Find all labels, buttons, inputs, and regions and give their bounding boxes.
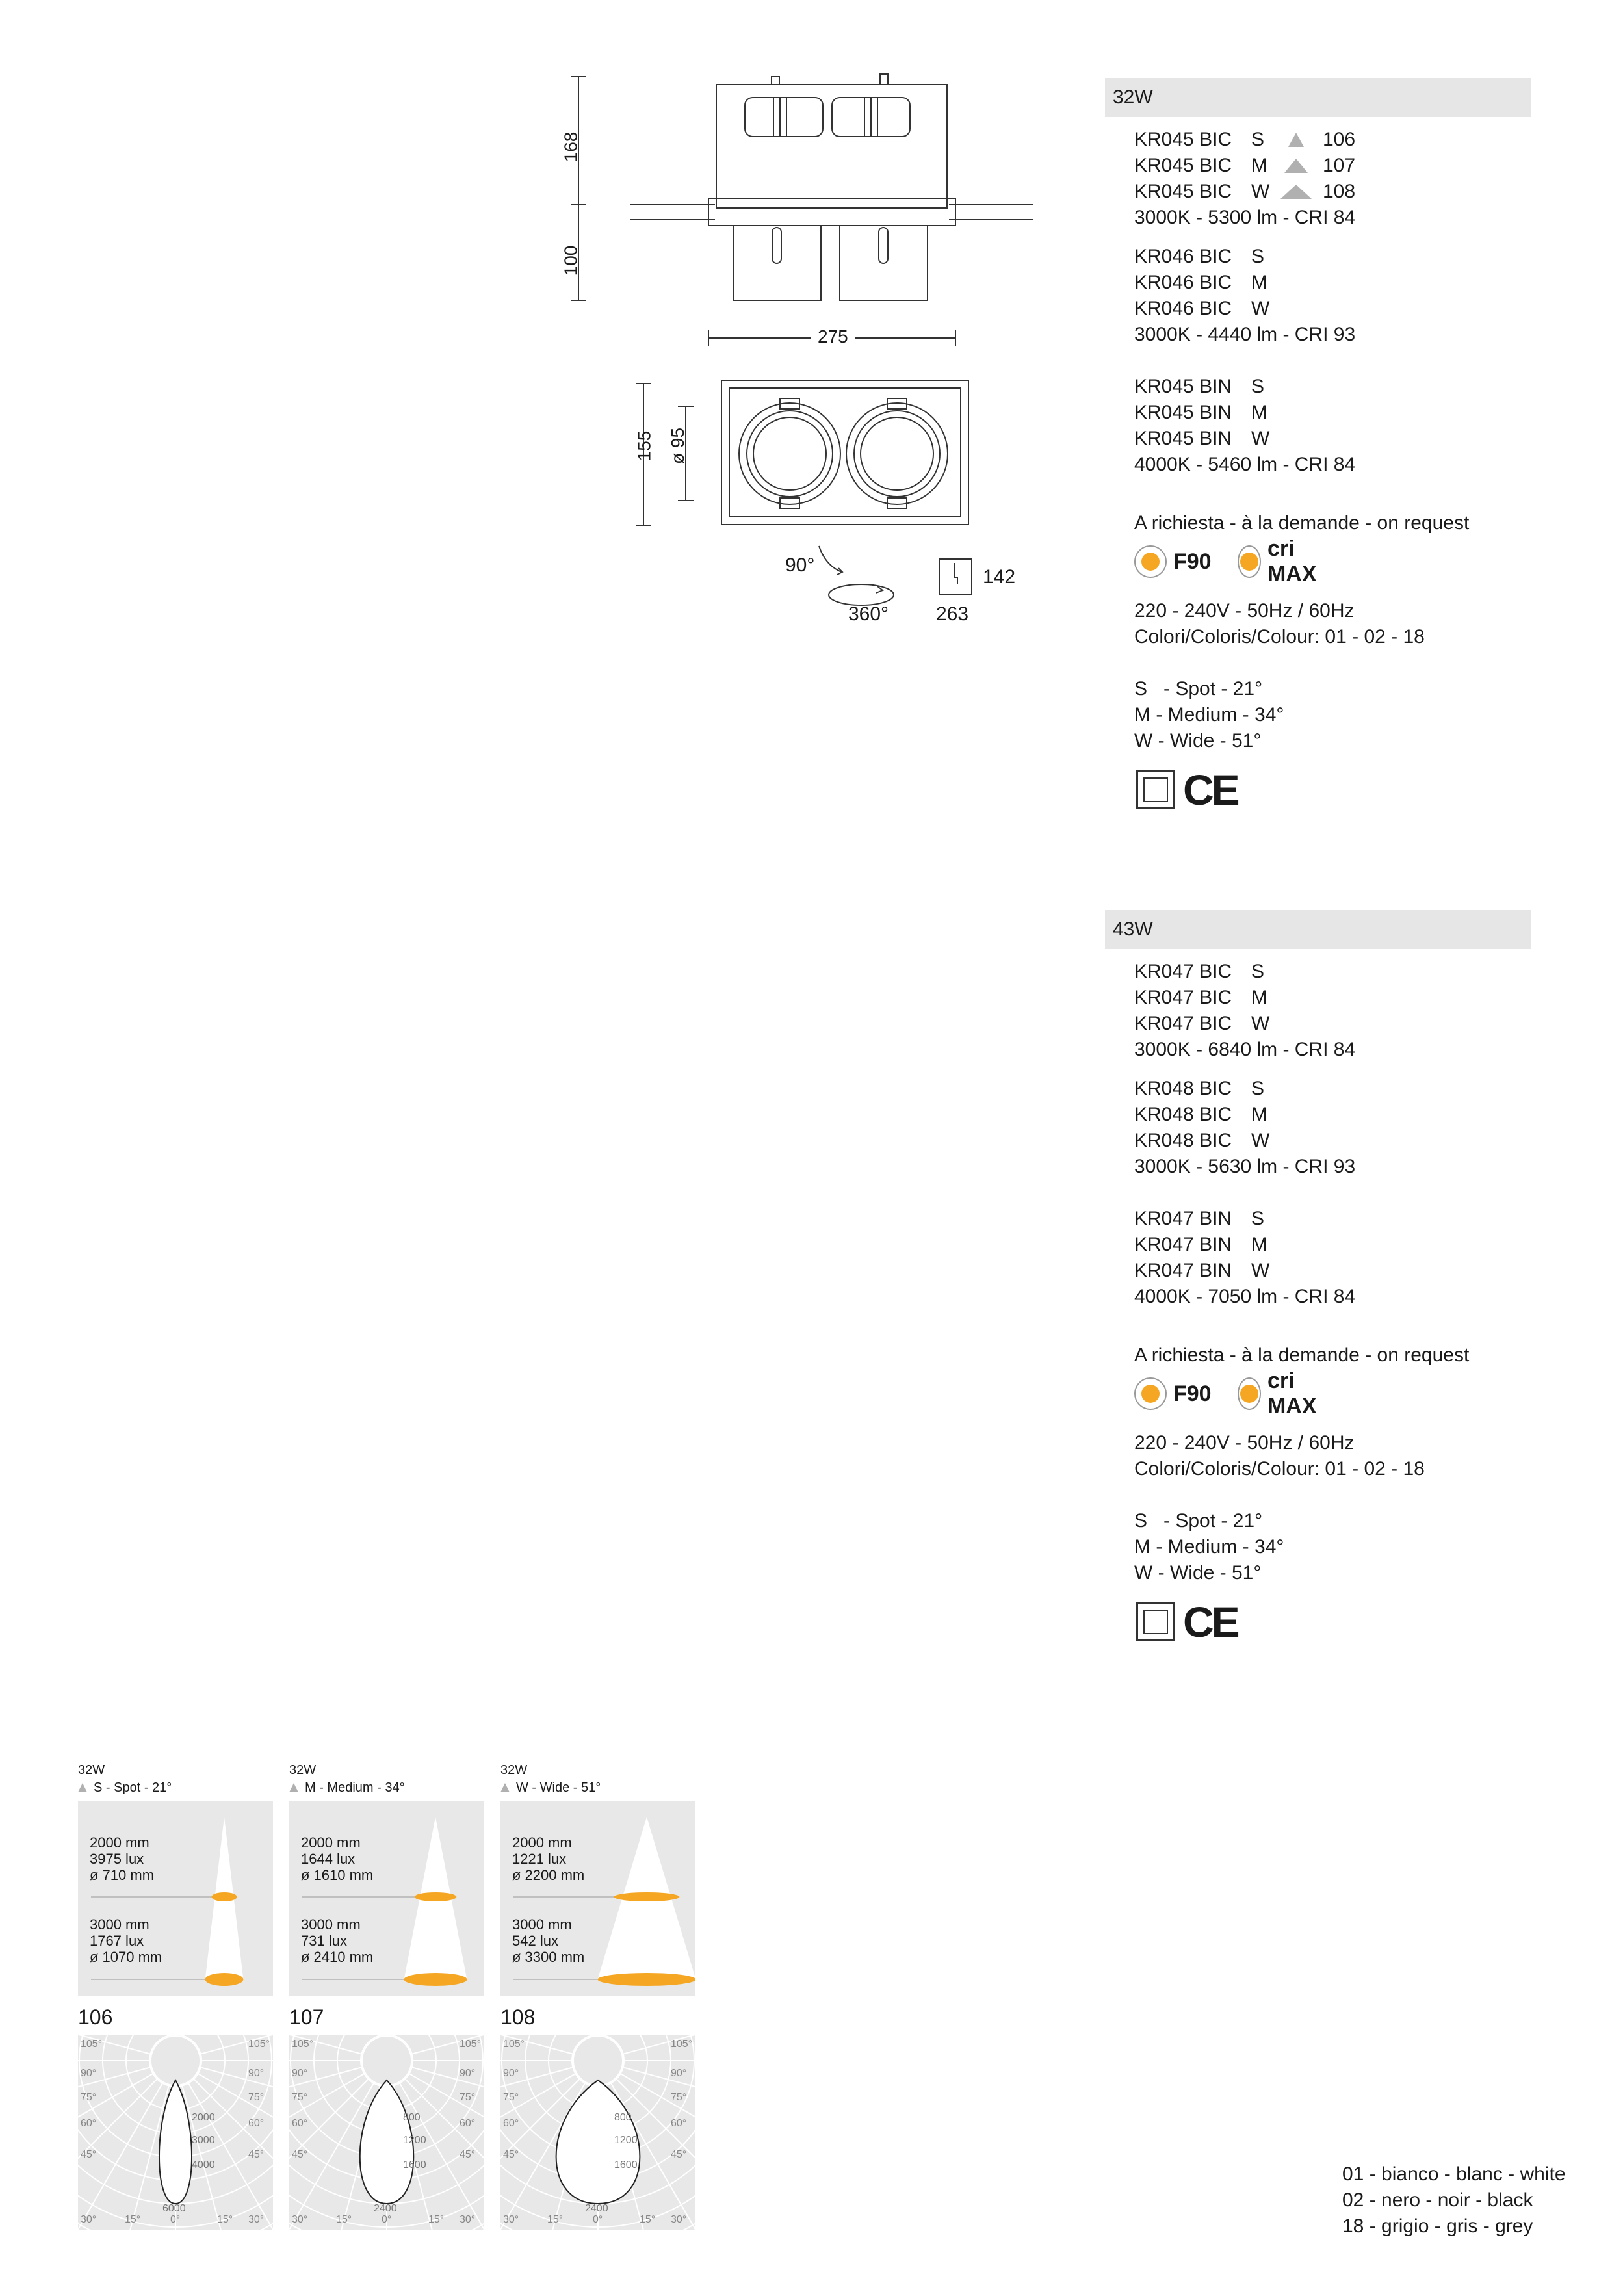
cone-label: ø 1070 mm xyxy=(90,1949,162,1965)
cone-label: ø 2410 mm xyxy=(301,1949,374,1965)
cutout-icon xyxy=(938,558,974,597)
cone-label: ø 2200 mm xyxy=(512,1867,585,1883)
polar-angle: 30° xyxy=(503,2214,519,2225)
panel-beam-label: W - Wide - 51° xyxy=(516,1781,601,1795)
class2-icon xyxy=(1136,1602,1175,1641)
beam-cone-diagram xyxy=(289,1801,484,1996)
colours: Colori/Coloris/Colour: 01 - 02 - 18 xyxy=(1134,626,1425,647)
product-row xyxy=(1134,1076,1277,1102)
product-code: KR048 BIC xyxy=(1134,1130,1232,1151)
power-label: 32W xyxy=(1113,86,1153,108)
dim-275: 275 xyxy=(811,326,855,347)
polar-value: 4000 xyxy=(192,2159,215,2171)
panel-beam xyxy=(78,1779,172,1796)
beam-triangle-icon xyxy=(1284,159,1308,173)
option-dot-icon xyxy=(1238,1377,1261,1410)
spec-line: 3000K - 5300 lm - CRI 84 xyxy=(1134,207,1356,228)
polar-angle: 90° xyxy=(503,2068,519,2079)
beam-legend: M - Medium - 34° xyxy=(1134,704,1284,725)
cone-label: ø 3300 mm xyxy=(512,1949,585,1965)
beam-triangle-icon xyxy=(289,1783,298,1792)
power-bar xyxy=(1105,78,1531,117)
polar-value: 2400 xyxy=(374,2203,397,2214)
product-row xyxy=(1134,426,1277,452)
polar-angle: 15° xyxy=(217,2214,233,2225)
polar-angle: 60° xyxy=(503,2118,519,2129)
ref-wrap xyxy=(1277,185,1323,199)
option-dot-icon xyxy=(1134,545,1167,578)
cone-label: 3975 lux xyxy=(90,1851,144,1867)
on-request-label: A richiesta - à la demande - on request xyxy=(1134,1344,1470,1366)
dot-fill xyxy=(1240,1385,1258,1403)
product-row xyxy=(1134,374,1277,400)
cutout-width: 263 xyxy=(936,603,969,625)
product-code: KR046 BIC xyxy=(1134,298,1232,319)
polar-angle: 30° xyxy=(248,2214,265,2225)
polar-angle: 45° xyxy=(671,2149,687,2160)
product-row xyxy=(1134,1102,1277,1128)
panel-ref: 108 xyxy=(500,2005,536,2029)
polar-angle: 90° xyxy=(460,2068,476,2079)
options-row xyxy=(1134,1368,1325,1419)
polar-angle: 90° xyxy=(671,2068,687,2079)
product-row xyxy=(1134,1232,1277,1258)
light-spot-3000 xyxy=(404,1973,467,1986)
polar-angle: 105° xyxy=(503,2039,525,2050)
polar-angle: 15° xyxy=(547,2214,564,2225)
beam-type: W xyxy=(1251,1260,1270,1281)
product-code: KR047 BIN xyxy=(1134,1260,1232,1281)
polar-angle: 30° xyxy=(671,2214,687,2225)
cutout-height: 142 xyxy=(983,566,1016,588)
polar-value: 3000 xyxy=(192,2135,215,2146)
product-row xyxy=(1134,127,1355,153)
polar-angle: 0° xyxy=(593,2214,603,2225)
polar-value: 1200 xyxy=(403,2135,426,2146)
polar-angle: 45° xyxy=(503,2149,519,2160)
beam-type: S xyxy=(1251,376,1265,397)
product-code: KR045 BIC xyxy=(1134,181,1232,202)
tilt-label: 90° xyxy=(785,554,815,576)
side-view-drawing xyxy=(559,65,1053,351)
ce-mark-icon: CE xyxy=(1183,1598,1238,1646)
spec-line: 3000K - 4440 lm - CRI 93 xyxy=(1134,324,1356,345)
colours: Colori/Coloris/Colour: 01 - 02 - 18 xyxy=(1134,1458,1425,1480)
product-row xyxy=(1134,153,1355,179)
dot-fill xyxy=(1141,553,1160,571)
polar-angle: 15° xyxy=(640,2214,656,2225)
beam-legend: M - Medium - 34° xyxy=(1134,1536,1284,1558)
legend-item: 18 - grigio - gris - grey xyxy=(1342,2215,1533,2237)
polar-angle: 0° xyxy=(382,2214,392,2225)
cone-label: 2000 mm xyxy=(512,1834,572,1851)
spec-line: 3000K - 5630 lm - CRI 93 xyxy=(1134,1156,1356,1177)
product-row xyxy=(1134,270,1277,296)
product-code: KR045 BIN xyxy=(1134,428,1232,449)
beam-type: M xyxy=(1251,272,1267,293)
panel-power: 32W xyxy=(78,1763,105,1777)
beam-type: M xyxy=(1251,987,1267,1008)
dot-fill xyxy=(1240,553,1258,571)
light-spot-2000 xyxy=(211,1892,237,1901)
beam-type: S xyxy=(1251,1208,1265,1229)
polar-angle: 105° xyxy=(81,2039,103,2050)
option-badge xyxy=(1238,1368,1326,1419)
class2-inner xyxy=(1143,777,1168,802)
light-spot-2000 xyxy=(415,1892,457,1901)
product-code: KR046 BIC xyxy=(1134,272,1232,293)
product-row xyxy=(1134,1206,1277,1232)
beam-legend: S - Spot - 21° xyxy=(1134,678,1263,699)
product-code: KR045 BIC xyxy=(1134,129,1232,150)
polar-angle: 75° xyxy=(671,2092,687,2103)
product-row xyxy=(1134,179,1355,205)
polar-angle: 60° xyxy=(671,2118,687,2129)
beam-triangle-icon xyxy=(78,1783,87,1792)
polar-angle: 105° xyxy=(671,2039,693,2050)
polar-value: 800 xyxy=(403,2112,421,2123)
spec-line: 4000K - 7050 lm - CRI 84 xyxy=(1134,1286,1356,1307)
beam-triangle-icon xyxy=(500,1783,510,1792)
product-code: KR047 BIC xyxy=(1134,987,1232,1008)
on-request-label: A richiesta - à la demande - on request xyxy=(1134,512,1470,534)
product-row xyxy=(1134,400,1277,426)
product-code: KR047 BIC xyxy=(1134,961,1232,982)
polar-angle: 30° xyxy=(81,2214,97,2225)
product-code: KR047 BIC xyxy=(1134,1013,1232,1034)
panel-beam xyxy=(500,1779,601,1796)
beam-cone-diagram xyxy=(78,1801,273,1996)
ce-mark-icon: CE xyxy=(1183,766,1238,814)
option-dot-icon xyxy=(1238,545,1261,578)
polar-angle: 60° xyxy=(292,2118,308,2129)
spec-line: 4000K - 5460 lm - CRI 84 xyxy=(1134,454,1356,475)
cone-label: 3000 mm xyxy=(301,1916,361,1933)
cone-background xyxy=(78,1801,273,1996)
polar-angle: 45° xyxy=(460,2149,476,2160)
cone-label: 3000 mm xyxy=(90,1916,149,1933)
dim-155: 155 xyxy=(634,430,655,462)
product-row xyxy=(1134,1258,1277,1284)
photometry-ref: 106 xyxy=(1323,129,1356,150)
polar-angle: 75° xyxy=(248,2092,265,2103)
cone-label: ø 710 mm xyxy=(90,1867,155,1883)
option-label: F90 xyxy=(1173,1381,1212,1406)
beam-type: S xyxy=(1251,246,1265,267)
voltage: 220 - 240V - 50Hz / 60Hz xyxy=(1134,1432,1355,1454)
polar-angle: 60° xyxy=(460,2118,476,2129)
product-row xyxy=(1134,985,1277,1011)
polar-angle: 75° xyxy=(503,2092,519,2103)
polar-center xyxy=(573,2036,623,2085)
polar-angle: 15° xyxy=(336,2214,352,2225)
options-row xyxy=(1134,536,1325,587)
polar-angle: 0° xyxy=(170,2214,181,2225)
colour-legend xyxy=(1342,2161,1566,2239)
beam-type: S xyxy=(1251,1078,1265,1099)
cone-label: 731 lux xyxy=(301,1933,347,1949)
beam-type: W xyxy=(1251,181,1270,202)
photometry-ref: 108 xyxy=(1323,181,1356,202)
beam-type: M xyxy=(1251,155,1267,176)
polar-angle: 15° xyxy=(428,2214,445,2225)
cone-label: 542 lux xyxy=(512,1933,558,1949)
option-badge xyxy=(1134,1368,1212,1419)
class2-icon xyxy=(1136,770,1175,809)
panel-power: 32W xyxy=(500,1763,528,1777)
polar-angle: 30° xyxy=(292,2214,308,2225)
beam-type: W xyxy=(1251,428,1270,449)
beam-type: S xyxy=(1251,129,1265,150)
dim-168: 168 xyxy=(560,131,581,163)
ref-wrap xyxy=(1277,159,1323,173)
polar-angle: 60° xyxy=(248,2118,265,2129)
cone-label: 2000 mm xyxy=(90,1834,149,1851)
product-row xyxy=(1134,1011,1277,1037)
certifications xyxy=(1136,1598,1238,1646)
photometry-ref: 107 xyxy=(1323,155,1356,176)
light-spot-3000 xyxy=(205,1973,244,1986)
panel-beam-label: M - Medium - 34° xyxy=(305,1781,405,1795)
option-label: F90 xyxy=(1173,549,1212,574)
product-row xyxy=(1134,244,1277,270)
product-code: KR048 BIC xyxy=(1134,1104,1232,1125)
light-spot-3000 xyxy=(597,1973,695,1986)
product-code: KR046 BIC xyxy=(1134,246,1232,267)
polar-angle: 90° xyxy=(292,2068,308,2079)
product-code: KR047 BIN xyxy=(1134,1208,1232,1229)
polar-angle: 75° xyxy=(460,2092,476,2103)
polar-angle: 30° xyxy=(460,2214,476,2225)
polar-angle: 90° xyxy=(248,2068,265,2079)
power-bar xyxy=(1105,910,1531,949)
spec-line: 3000K - 6840 lm - CRI 84 xyxy=(1134,1039,1356,1060)
beam-type: W xyxy=(1251,1013,1270,1034)
polar-value: 6000 xyxy=(162,2203,186,2214)
product-row xyxy=(1134,1128,1277,1154)
option-dot-icon xyxy=(1134,1377,1167,1410)
cone-label: ø 1610 mm xyxy=(301,1867,374,1883)
beam-legend: S - Spot - 21° xyxy=(1134,1510,1263,1532)
polar-center xyxy=(362,2036,411,2085)
polar-value: 2000 xyxy=(192,2112,215,2123)
panel-power: 32W xyxy=(289,1763,317,1777)
beam-type: S xyxy=(1251,961,1265,982)
polar-center xyxy=(151,2036,200,2085)
cone-label: 1767 lux xyxy=(90,1933,144,1949)
beam-type: W xyxy=(1251,1130,1270,1151)
dim-95: ø 95 xyxy=(668,427,688,465)
product-code: KR047 BIN xyxy=(1134,1234,1232,1255)
power-label: 43W xyxy=(1113,919,1153,940)
cone-label: 3000 mm xyxy=(512,1916,572,1933)
legend-item: 01 - bianco - blanc - white xyxy=(1342,2163,1566,2185)
class2-inner xyxy=(1143,1610,1168,1634)
cone-label: 1221 lux xyxy=(512,1851,567,1867)
product-code: KR045 BIN xyxy=(1134,402,1232,423)
option-badge xyxy=(1134,536,1212,587)
polar-angle: 60° xyxy=(81,2118,97,2129)
product-row xyxy=(1134,959,1277,985)
certifications xyxy=(1136,766,1238,814)
panel-beam xyxy=(289,1779,405,1796)
light-spot-2000 xyxy=(614,1892,680,1901)
beam-type: M xyxy=(1251,402,1267,423)
beam-triangle-icon xyxy=(1280,185,1312,199)
polar-angle: 105° xyxy=(292,2039,314,2050)
polar-value: 1600 xyxy=(614,2159,638,2171)
dot-fill xyxy=(1141,1385,1160,1403)
rotation-label: 360° xyxy=(848,603,889,625)
option-label: cri MAX xyxy=(1267,1368,1317,1418)
beam-type: M xyxy=(1251,1104,1267,1125)
polar-value: 2400 xyxy=(585,2203,608,2214)
polar-angle: 105° xyxy=(460,2039,482,2050)
polar-angle: 45° xyxy=(248,2149,265,2160)
beam-cone-diagram xyxy=(500,1801,695,1996)
polar-value: 1200 xyxy=(614,2135,638,2146)
polar-angle: 45° xyxy=(292,2149,308,2160)
product-code: KR048 BIC xyxy=(1134,1078,1232,1099)
panel-ref: 106 xyxy=(78,2005,113,2029)
cone-label: 2000 mm xyxy=(301,1834,361,1851)
legend-item: 02 - nero - noir - black xyxy=(1342,2189,1533,2211)
polar-angle: 75° xyxy=(292,2092,308,2103)
polar-angle: 105° xyxy=(248,2039,270,2050)
polar-value: 1600 xyxy=(403,2159,426,2171)
polar-angle: 15° xyxy=(125,2214,141,2225)
product-code: KR045 BIN xyxy=(1134,376,1232,397)
beam-type: W xyxy=(1251,298,1270,319)
beam-triangle-icon xyxy=(1288,133,1304,147)
product-code: KR045 BIC xyxy=(1134,155,1232,176)
panel-beam-label: S - Spot - 21° xyxy=(94,1781,172,1795)
cone-label: 1644 lux xyxy=(301,1851,356,1867)
polar-angle: 45° xyxy=(81,2149,97,2160)
polar-angle: 75° xyxy=(81,2092,97,2103)
option-label: cri MAX xyxy=(1267,536,1317,586)
panel-ref: 107 xyxy=(289,2005,324,2029)
ref-wrap xyxy=(1277,133,1323,147)
polar-angle: 90° xyxy=(81,2068,97,2079)
polar-value: 800 xyxy=(614,2112,632,2123)
beam-legend: W - Wide - 51° xyxy=(1134,730,1262,751)
beam-legend: W - Wide - 51° xyxy=(1134,1562,1262,1584)
voltage: 220 - 240V - 50Hz / 60Hz xyxy=(1134,600,1355,621)
dim-100: 100 xyxy=(560,245,581,276)
beam-type: M xyxy=(1251,1234,1267,1255)
option-badge xyxy=(1238,536,1326,587)
product-row xyxy=(1134,296,1277,322)
